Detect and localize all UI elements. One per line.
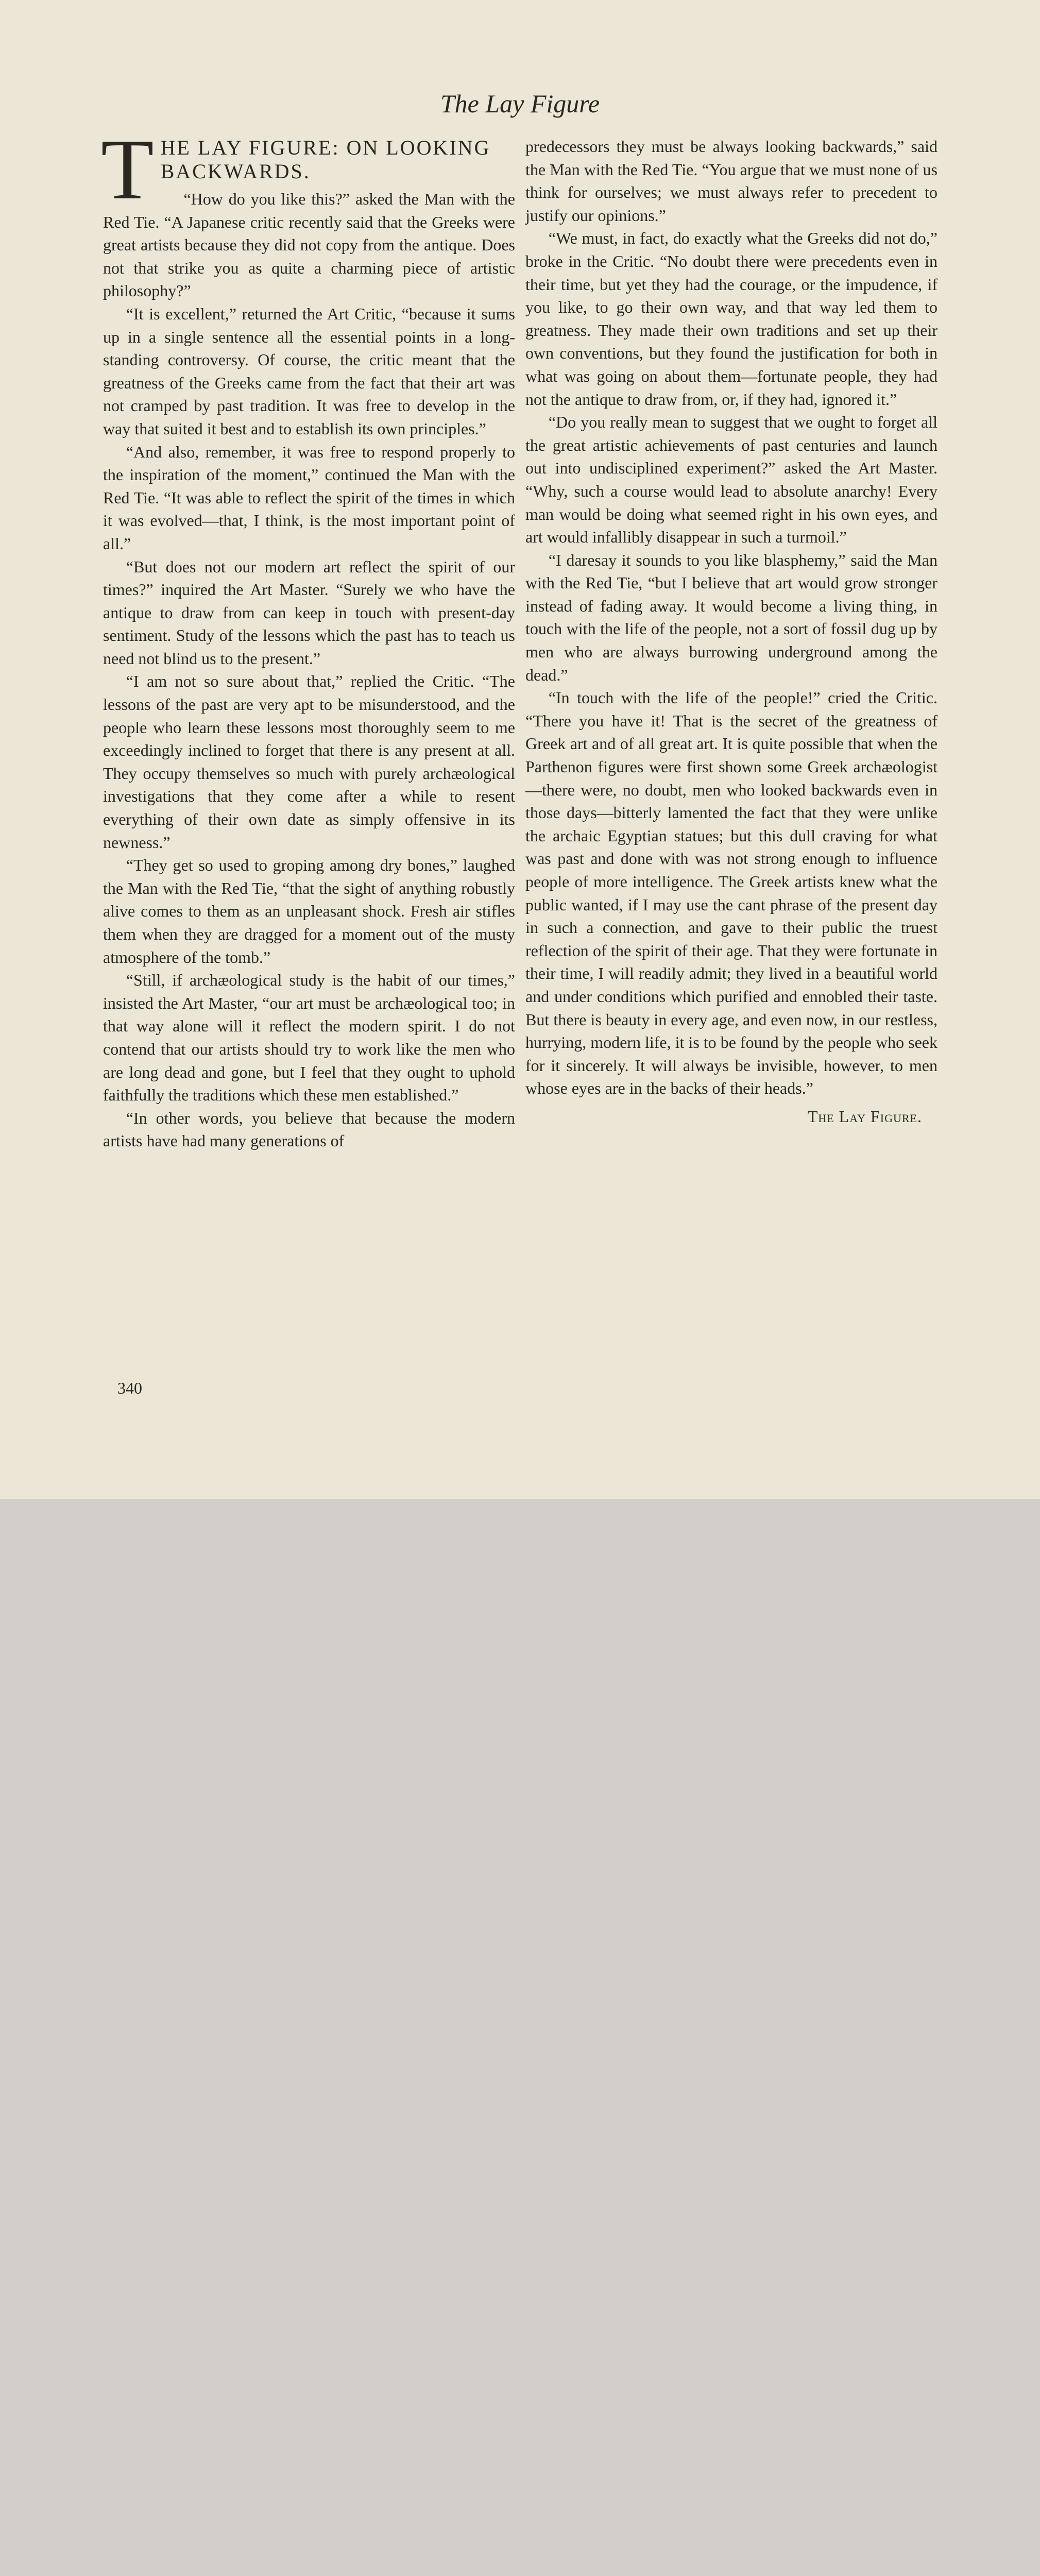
signature: The Lay Figure. (807, 1107, 922, 1126)
paragraph: predecessors they must be always looking backwards,” said the Man with the Red Tie. “You argue that we must none of us think for ourselves; we must always refer to precedent to justify our opinions.” (525, 137, 937, 225)
article-heading (101, 122, 515, 217)
paragraph: “It is excellent,” returned the Art Critic, “because it sums up in a single sentence all the essential points in a long-standing controversy. Of course, the critic meant that the greatness of the Greeks came from the fact that their art was not cramped by past tradition. It was free to develop in the way that suited it best and to establish its own principles.” (103, 304, 515, 438)
right-column (525, 135, 937, 1128)
paragraph: “They get so used to groping among dry bones,” laughed the Man with the Red Tie, “that the sight of anything robustly alive comes to them as an unpleasant shock. Fresh air stifles them when they are dragged for a moment out of the musty atmosphere of the tomb.” (103, 856, 515, 967)
paragraph: “But does not our modern art reflect the spirit of our times?” inquired the Art Master. “Surely we who have the antique to draw from can keep in touch with present-day sentiment. Study of the lessons which the past has to teach us need not blind us to the present.” (103, 557, 515, 668)
paragraph: “In other words, you believe that because the modern artists have had many generations of (103, 1108, 515, 1150)
paragraph: “I daresay it sounds to you like blasphemy,” said the Man with the Red Tie, “but I believe that art would grow stronger instead of fading away. It would become a living thing, in touch with the life of the people, not a sort of fossil dug up by men who are always burrowing underground among the dead.” (525, 550, 937, 684)
paragraph: “How do you like this?” asked the Man with the Red Tie. “A Japanese critic recently said that the Greeks were great artists because they did not copy from the antique. Does not that strike you as quite a charming piece of artistic philosophy?” (103, 190, 515, 300)
paragraph: “And also, remember, it was free to respond properly to the inspiration of the moment,” continued the Man with the Red Tie. “It was able to reflect the spirit of the times in which it was evolved—that, I think, is the most important point of all.” (103, 442, 515, 553)
paragraph: “We must, in fact, do exactly what the Greeks did not do,” broke in the Critic. “No doubt there were precedents even in their time, but yet they had the courage, or the impudence, if you like, to go their own way, and that way led them to greatness. They made their own traditions and set up their own conventions, but they found the justification for both in what was going on about them—fortunate people, they had not the antique to draw from, or, if they had, ignored it.” (525, 229, 937, 409)
paragraph: “Do you really mean to suggest that we ought to forget all the great artistic achievements of past centuries and launch out into undisciplined experiment?” asked the Art Master. “Why, such a course would lead to absolute anarchy! Every man would be doing what seemed right in his own eyes, and art would infallibly disappear in such a turmoil.” (525, 413, 937, 547)
paragraph: “Still, if archæological study is the habit of our times,” insisted the Art Master, “our art must be archæological too; in that way alone will it reflect the modern spirit. I do not contend that our artists should try to work like the men who are long dead and gone, but I feel that they ought to uphold faithfully the traditions which these men established.” (103, 971, 515, 1105)
drop-cap: T (101, 122, 156, 217)
page-number: 340 (117, 1379, 142, 1397)
paragraph: “I am not so sure about that,” replied the Critic. “The lessons of the past are very apt to be misunderstood, and the people who learn these lessons most thoroughly seem to me exceedingly inclined to forget that there is any present at all. They occupy themselves so much with purely archæological investigations that they come after a while to resent everything of their own date as simply offensive in its newness.” (103, 672, 515, 852)
footer-bar (0, 1499, 1040, 1574)
article-title: HE LAY FIGURE: ON LOOKING BACKWARDS. (160, 136, 491, 183)
left-column (101, 122, 515, 1153)
paragraph: “In touch with the life of the people!” cried the Critic. “There you have it! That is the secret of the greatness of Greek art and of all great art. It is quite possible that when the Parthenon figures were first shown some Greek archæologist—there were, no doubt, men who looked backwards even in those days—bitterly lamented the fact that they were unlike the archaic Egyptian statues; but this dull craving for what was past and done with was not strong enough to influence people of more intelligence. The Greek artists knew what the public wanted, if I may use the cant phrase of the present day in such a connection, and gave to their public the truest reflection of the spirit of their age. That they were fortunate in their time, I will readily admit; they lived in a beautiful world and under conditions which purified and ennobled their taste. But there is beauty in every age, and even now, in our restless, hurrying, modern life, it is to be found by the people who seek for it sincerely. It will always be invisible, however, to men whose eyes are in the backs of their heads.” (525, 688, 937, 1098)
running-head: The Lay Figure (440, 89, 600, 118)
